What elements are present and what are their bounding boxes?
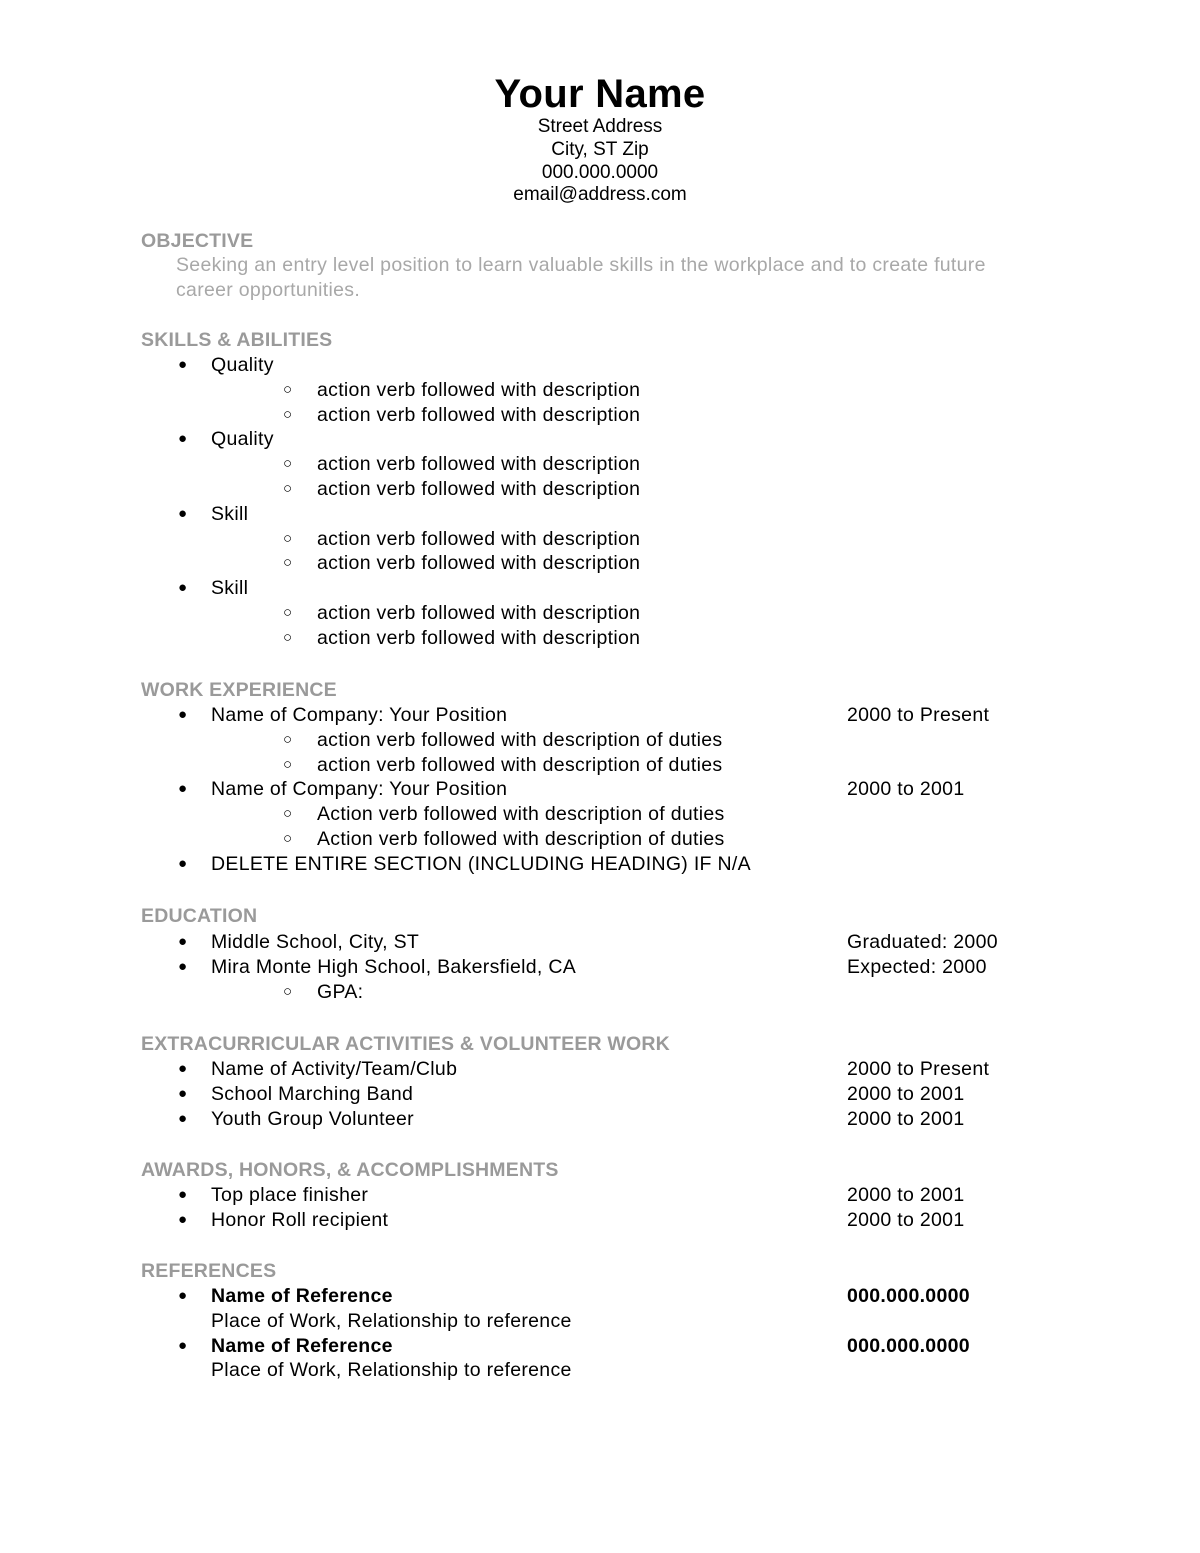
education-list xyxy=(141,930,1101,1004)
skill-label: Skill xyxy=(211,502,249,525)
sub-bullet-icon: ○ xyxy=(283,829,293,847)
email-address: email@address.com xyxy=(513,184,687,206)
sub-bullet-icon: ○ xyxy=(283,380,293,398)
job-duty: action verb followed with description of duties xyxy=(317,753,723,776)
references-list xyxy=(141,1284,1101,1383)
list-item xyxy=(141,930,1101,955)
phone-number: 000.000.0000 xyxy=(541,161,659,183)
list-subitem xyxy=(141,827,1101,852)
list-item xyxy=(141,777,1101,802)
bullet-icon: ● xyxy=(178,1210,188,1228)
award-name: Top place finisher xyxy=(211,1184,369,1206)
award-dates: 2000 to 2001 xyxy=(847,1208,965,1231)
bullet-icon: ● xyxy=(178,933,188,950)
skill-description: action verb followed with description xyxy=(317,601,641,624)
gpa-label: GPA: xyxy=(317,980,364,1003)
extracurricular-section xyxy=(141,1032,1101,1131)
list-subitem xyxy=(141,626,1101,651)
objective-section xyxy=(141,229,1101,302)
reference-detail-row xyxy=(141,1309,1101,1334)
list-item xyxy=(141,1082,1101,1107)
objective-line: career opportunities. xyxy=(176,278,361,301)
activity-dates: 2000 to 2001 xyxy=(847,1107,965,1130)
skill-label: Skill xyxy=(211,577,249,600)
references-heading: REFERENCES xyxy=(141,1260,277,1282)
extracurricular-heading: EXTRACURRICULAR ACTIVITIES & VOLUNTEER WORK xyxy=(141,1033,670,1055)
reference-phone: 000.000.0000 xyxy=(847,1285,970,1307)
reference-detail: Place of Work, Relationship to reference xyxy=(211,1309,572,1332)
list-item xyxy=(141,1334,1101,1359)
list-item xyxy=(141,1284,1101,1309)
skill-description: action verb followed with description xyxy=(317,552,641,575)
bullet-icon: ● xyxy=(178,1084,188,1102)
education-heading: EDUCATION xyxy=(141,905,258,927)
list-subitem xyxy=(141,802,1101,827)
sub-bullet-icon: ○ xyxy=(283,982,293,1000)
list-item xyxy=(141,576,1101,601)
bullet-icon: ● xyxy=(178,706,188,723)
skill-description: action verb followed with description xyxy=(317,477,641,500)
objective-heading: OBJECTIVE xyxy=(141,230,254,252)
job-dates: 2000 to 2001 xyxy=(847,778,965,801)
bullet-icon: ● xyxy=(178,854,188,872)
extracurricular-list xyxy=(141,1057,1101,1131)
reference-detail: Place of Work, Relationship to reference xyxy=(211,1359,572,1382)
education-section xyxy=(141,904,1101,1004)
sub-bullet-icon: ○ xyxy=(283,805,293,823)
list-item xyxy=(141,502,1101,527)
skill-label: Quality xyxy=(211,354,274,376)
award-dates: 2000 to 2001 xyxy=(847,1184,965,1206)
sub-bullet-icon: ○ xyxy=(283,628,293,646)
activity-dates: 2000 to 2001 xyxy=(847,1082,965,1105)
awards-heading: AWARDS, HONORS, & ACCOMPLISHMENTS xyxy=(141,1159,559,1181)
list-item xyxy=(141,852,1101,877)
bullet-icon: ● xyxy=(178,356,188,373)
sub-bullet-icon: ○ xyxy=(283,479,293,497)
objective-text xyxy=(176,253,1076,302)
skills-heading: SKILLS & ABILITIES xyxy=(141,329,333,351)
skill-description: action verb followed with description xyxy=(317,453,641,476)
sub-bullet-icon: ○ xyxy=(283,603,293,621)
applicant-name: Your Name xyxy=(494,72,706,116)
list-subitem xyxy=(141,527,1101,552)
job-title: Name of Company: Your Position xyxy=(211,778,508,801)
bullet-icon: ● xyxy=(178,1336,188,1354)
reference-name: Name of Reference xyxy=(211,1334,393,1357)
sub-bullet-icon: ○ xyxy=(283,730,293,748)
job-title: Name of Company: Your Position xyxy=(211,704,508,726)
list-subitem xyxy=(141,452,1101,477)
graduation-date: Expected: 2000 xyxy=(847,955,987,978)
skills-list xyxy=(141,353,1101,651)
sub-bullet-icon: ○ xyxy=(283,755,293,773)
bullet-icon: ● xyxy=(178,1109,188,1127)
sub-bullet-icon: ○ xyxy=(283,554,293,572)
reference-name: Name of Reference xyxy=(211,1285,393,1307)
work-experience-section xyxy=(141,678,1101,877)
references-section xyxy=(141,1259,1101,1383)
bullet-icon: ● xyxy=(178,579,188,597)
list-subitem xyxy=(141,551,1101,576)
skill-description: action verb followed with description xyxy=(317,527,641,550)
list-subitem xyxy=(141,753,1101,778)
bullet-icon: ● xyxy=(178,504,188,522)
list-subitem xyxy=(141,728,1101,753)
activity-name: Name of Activity/Team/Club xyxy=(211,1058,458,1080)
work-experience-heading: WORK EXPERIENCE xyxy=(141,679,337,701)
sub-bullet-icon: ○ xyxy=(283,529,293,547)
school-name: Middle School, City, ST xyxy=(211,931,420,953)
activity-dates: 2000 to Present xyxy=(847,1058,990,1080)
street-address: Street Address xyxy=(537,116,663,137)
award-name: Honor Roll recipient xyxy=(211,1208,389,1231)
reference-phone: 000.000.0000 xyxy=(847,1334,970,1357)
list-subitem xyxy=(141,378,1101,403)
skills-section xyxy=(141,328,1101,651)
objective-line: Seeking an entry level position to learn valuable skills in the workplace and to create future xyxy=(176,254,986,276)
skill-description: action verb followed with description xyxy=(317,378,641,401)
activity-name: Youth Group Volunteer xyxy=(211,1107,414,1130)
list-item xyxy=(141,1057,1101,1082)
list-subitem xyxy=(141,601,1101,626)
activity-name: School Marching Band xyxy=(211,1082,414,1105)
bullet-icon: ● xyxy=(178,1060,188,1077)
skill-description: action verb followed with description xyxy=(317,626,641,649)
list-item xyxy=(141,1107,1101,1132)
job-dates: 2000 to Present xyxy=(847,704,990,726)
list-subitem xyxy=(141,477,1101,502)
bullet-icon: ● xyxy=(178,780,188,798)
list-subitem xyxy=(141,980,1101,1005)
sub-bullet-icon: ○ xyxy=(283,455,293,473)
bullet-icon: ● xyxy=(178,1186,188,1203)
school-name: Mira Monte High School, Bakersfield, CA xyxy=(211,955,577,978)
list-item xyxy=(141,353,1101,378)
job-duty: Action verb followed with description of duties xyxy=(317,803,725,826)
graduation-date: Graduated: 2000 xyxy=(847,931,998,953)
bullet-icon: ● xyxy=(178,1287,188,1304)
resume-header xyxy=(0,72,1200,207)
job-duty: Action verb followed with description of duties xyxy=(317,827,725,850)
delete-section-note: DELETE ENTIRE SECTION (INCLUDING HEADING) IF N/A xyxy=(211,852,751,875)
list-item xyxy=(141,955,1101,980)
awards-list xyxy=(141,1183,1101,1233)
skill-label: Quality xyxy=(211,428,274,451)
list-item xyxy=(141,1183,1101,1208)
awards-section xyxy=(141,1158,1101,1233)
bullet-icon: ● xyxy=(178,957,188,975)
list-item xyxy=(141,703,1101,728)
bullet-icon: ● xyxy=(178,430,188,448)
skill-description: action verb followed with description xyxy=(317,403,641,426)
list-item xyxy=(141,1208,1101,1233)
job-duty: action verb followed with description of duties xyxy=(317,728,723,751)
list-item xyxy=(141,427,1101,452)
city-state-zip: City, ST Zip xyxy=(551,138,649,160)
list-subitem xyxy=(141,403,1101,428)
sub-bullet-icon: ○ xyxy=(283,405,293,423)
work-list xyxy=(141,703,1101,877)
reference-detail-row xyxy=(141,1358,1101,1383)
